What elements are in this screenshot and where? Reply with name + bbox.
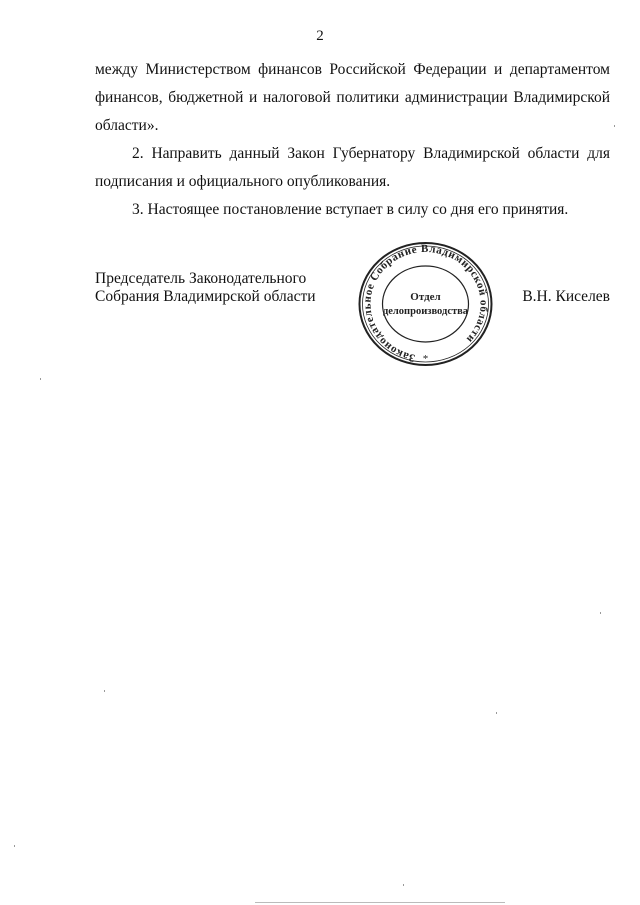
signatory-name: В.Н. Киселев (522, 288, 610, 305)
paragraph-1-line-3: области». (95, 117, 159, 134)
signatory-position-line-2: Собрания Владимирской области (95, 288, 316, 305)
scan-speck (14, 845, 15, 847)
scan-edge-line (255, 902, 505, 903)
paragraph-2-line-1: 2. Направить данный Закон Губернатору Владимирской области для (132, 145, 610, 162)
signatory-position-line-1: Председатель Законодательного (95, 270, 307, 287)
stamp-center-line-1: Отдел (410, 291, 441, 303)
page-number: 2 (316, 28, 324, 44)
stamp-ring-text: Законодательное Собрание Владимирской области (361, 242, 490, 364)
scan-speck (40, 378, 41, 380)
paragraph-1-line-1: между Министерством финансов Российской Федерации и департаментом (95, 61, 610, 78)
stamp-star: * (422, 353, 429, 365)
paragraph-3 (95, 196, 610, 224)
stamp-center-line-2: делопроизводства (382, 306, 469, 317)
official-stamp-icon (353, 238, 498, 368)
scan-speck (614, 125, 615, 127)
paragraph-1-line-2: финансов, бюджетной и налоговой политики администрации Владимирской (95, 89, 610, 106)
scan-speck (600, 612, 601, 614)
document-body (95, 56, 610, 224)
paragraph-1 (95, 56, 610, 140)
paragraph-3-line-1: 3. Настоящее постановление вступает в силу со дня его принятия. (132, 201, 569, 218)
paragraph-2-line-2: подписания и официального опубликования. (95, 173, 391, 190)
paragraph-2 (95, 140, 610, 196)
scan-speck (403, 884, 404, 886)
scan-speck (496, 712, 497, 714)
signatory-position (95, 270, 316, 306)
scan-speck (104, 690, 105, 692)
